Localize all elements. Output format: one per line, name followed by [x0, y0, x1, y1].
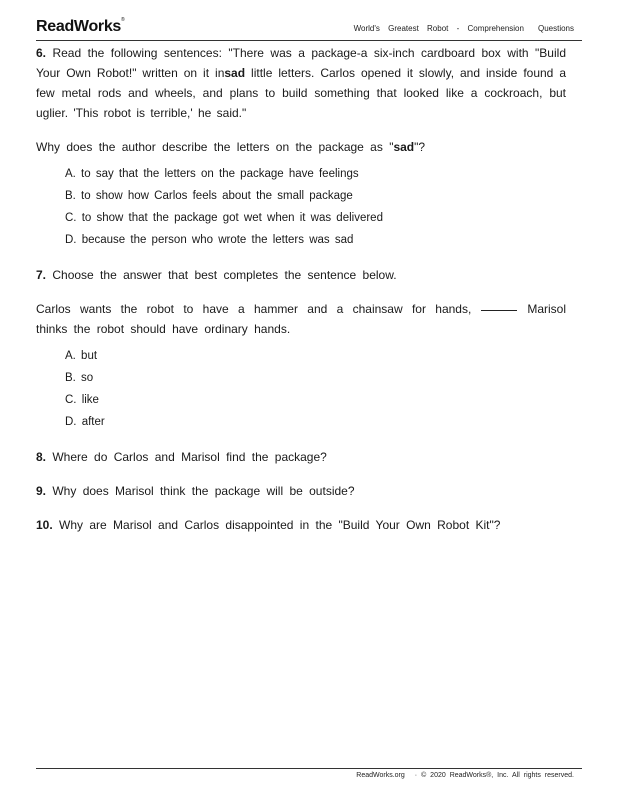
- question-6-option-a[interactable]: A. to say that the letters on the package have feelings: [65, 168, 359, 180]
- document-title: [354, 24, 574, 33]
- question-6-passage-intro: Read the following sentences: "There was a package-a six-inch cardboard box with "Build Your Own Robot!" written on it in: [36, 46, 566, 80]
- footer-copyright: · © 2020 ReadWorks®, Inc. All rights reserved.: [414, 772, 574, 779]
- worksheet-content: [36, 43, 566, 535]
- question-6-prompt-before: Why does the author describe the letters on the package as ": [36, 140, 394, 154]
- logo-registered-mark: ®: [121, 17, 125, 23]
- question-9-text: Why does Marisol think the package will be outside?: [52, 484, 355, 498]
- question-8: [36, 447, 566, 467]
- answer-blank: [481, 310, 517, 311]
- question-7-option-d[interactable]: D. after: [65, 416, 105, 428]
- page-footer: [36, 768, 582, 779]
- question-6-prompt: [36, 137, 566, 157]
- question-8-number: 8.: [36, 450, 47, 464]
- question-6-passage-rest: little letters. Carlos opened it slowly, and inside found a few metal rods and wheels, and plans to build something that looked like a cockroach, but uglier. 'This robot is terrible,' he said.": [36, 66, 566, 120]
- question-7-options: [65, 345, 566, 433]
- question-6-option-c[interactable]: C. to show that the package got wet when it was delivered: [65, 212, 383, 224]
- page-header: [36, 18, 582, 41]
- question-7-prompt: [36, 265, 566, 285]
- question-7-sentence-after: Marisol thinks the robot should have ordinary hands.: [36, 302, 566, 336]
- question-6-prompt-after: "?: [414, 140, 426, 154]
- footer-text: [356, 772, 574, 779]
- question-7-prompt-text: Choose the answer that best completes the sentence below.: [52, 268, 397, 282]
- question-7-sentence-before: Carlos wants the robot to have a hammer and a chainsaw for hands,: [36, 302, 472, 316]
- document-title-text: World's Greatest Robot - Comprehension: [353, 24, 524, 33]
- question-7-option-c[interactable]: C. like: [65, 394, 99, 406]
- question-10-number: 10.: [36, 518, 53, 532]
- question-7-sentence: [36, 299, 566, 339]
- question-9-number: 9.: [36, 484, 47, 498]
- question-6-option-b[interactable]: B. to show how Carlos feels about the small package: [65, 190, 353, 202]
- question-6-prompt-keyword: sad: [393, 140, 415, 154]
- question-6-number: 6.: [36, 46, 47, 60]
- readworks-logo: [36, 18, 124, 36]
- question-8-text: Where do Carlos and Marisol find the package?: [52, 450, 327, 464]
- question-7-option-a[interactable]: A. but: [65, 350, 98, 362]
- question-7-number: 7.: [36, 268, 47, 282]
- question-6-option-d[interactable]: D. because the person who wrote the letters was sad: [65, 234, 354, 246]
- question-6-passage-keyword: sad: [224, 66, 246, 80]
- footer-site: ReadWorks.org: [356, 772, 405, 779]
- document-title-suffix: Questions: [537, 24, 574, 33]
- question-6-passage: [36, 43, 566, 123]
- question-10-text: Why are Marisol and Carlos disappointed in the "Build Your Own Robot Kit"?: [59, 518, 501, 532]
- question-9: [36, 481, 566, 501]
- logo-text: ReadWorks: [36, 18, 122, 35]
- question-7-option-b[interactable]: B. so: [65, 372, 94, 384]
- question-6-options: [65, 163, 566, 251]
- question-10: [36, 515, 566, 535]
